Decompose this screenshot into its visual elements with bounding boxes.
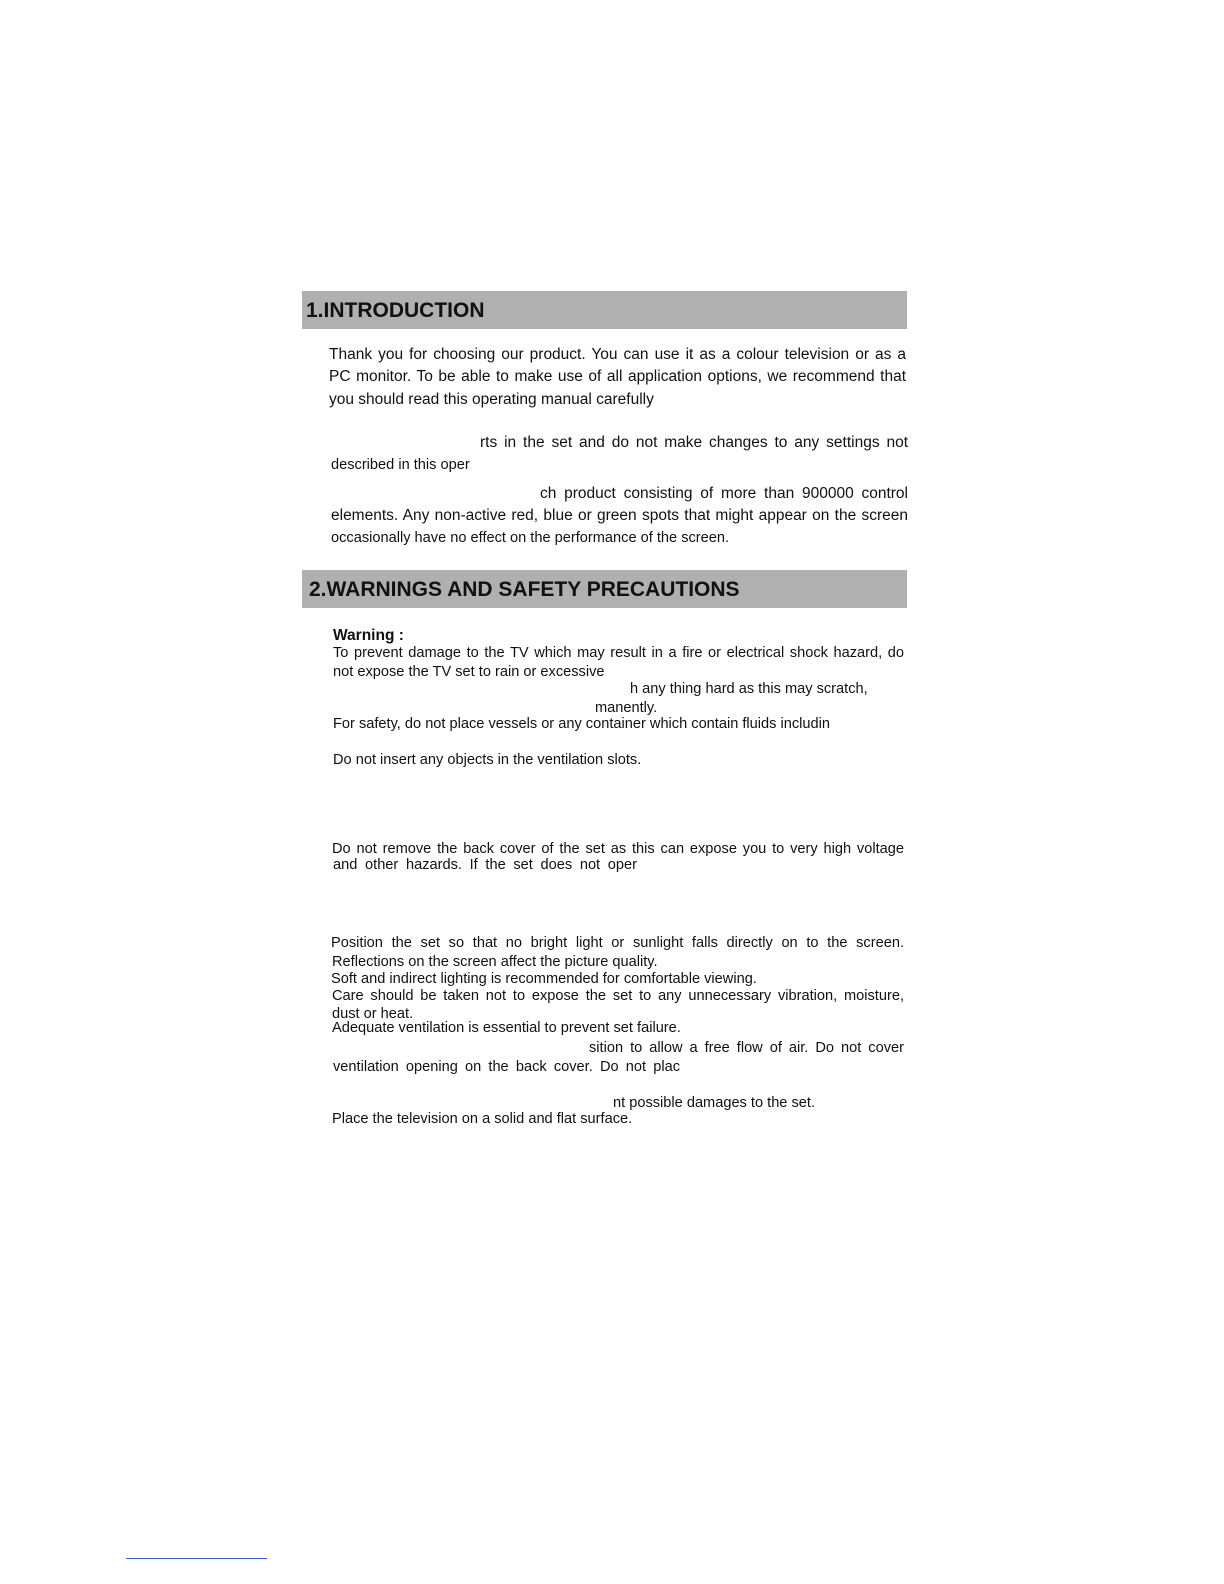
warning-line-17: nt possible damages to the set. xyxy=(613,1095,816,1111)
warning-line-14: Adequate ventilation is essential to prevent set failure. xyxy=(332,1020,681,1036)
intro-line-8: occasionally have no effect on the performance of the screen. xyxy=(331,530,730,546)
section-title-warnings: 2.WARNINGS AND SAFETY PRECAUTIONS xyxy=(309,578,740,601)
warning-line-16: ventilation opening on the back cover. Do not plac xyxy=(333,1059,680,1075)
warning-line-8: and other hazards. If the set does not oper xyxy=(333,857,637,873)
warning-line-3: h any thing hard as this may scratch, xyxy=(630,681,868,697)
warning-line-6: Do not insert any objects in the ventilation slots. xyxy=(333,752,642,768)
warning-line-5: For safety, do not place vessels or any container which contain fluids includin xyxy=(333,716,830,732)
warning-line-11: Soft and indirect lighting is recommended for comfortable viewing. xyxy=(331,971,757,987)
warning-line-1: To prevent damage to the TV which may result in a fire or electrical shock hazard, do xyxy=(333,645,904,661)
intro-line-7: elements. Any non-active red, blue or green spots that might appear on the screen xyxy=(331,507,908,524)
intro-line-2: PC monitor. To be able to make use of all application options, we recommend that xyxy=(329,368,906,385)
footnote-rule xyxy=(126,1558,267,1559)
warning-line-7: Do not remove the back cover of the set as this can expose you to very high voltage xyxy=(332,841,904,857)
intro-line-1: Thank you for choosing our product. You can use it as a colour television or as a xyxy=(329,346,906,363)
warning-line-15: sition to allow a free flow of air. Do not cover xyxy=(589,1040,904,1056)
warning-line-12: Care should be taken not to expose the set to any unnecessary vibration, moisture, xyxy=(332,988,904,1004)
intro-line-4: rts in the set and do not make changes to any settings not xyxy=(480,434,908,451)
warning-line-10: Reflections on the screen affect the picture quality. xyxy=(332,954,658,970)
intro-line-6: ch product consisting of more than 900000 control xyxy=(540,485,908,502)
warning-line-4: manently. xyxy=(595,700,658,716)
section-title-introduction: 1.INTRODUCTION xyxy=(306,299,485,322)
warning-line-13: dust or heat. xyxy=(332,1006,414,1022)
warning-line-18: Place the television on a solid and flat surface. xyxy=(332,1111,633,1127)
warning-label: Warning : xyxy=(333,627,404,644)
intro-line-3: you should read this operating manual carefully xyxy=(329,391,654,408)
warning-line-2: not expose the TV set to rain or excessive xyxy=(333,664,605,680)
warning-line-9: Position the set so that no bright light or sunlight falls directly on to the screen. xyxy=(331,935,904,951)
intro-line-5: described in this oper xyxy=(331,457,470,473)
